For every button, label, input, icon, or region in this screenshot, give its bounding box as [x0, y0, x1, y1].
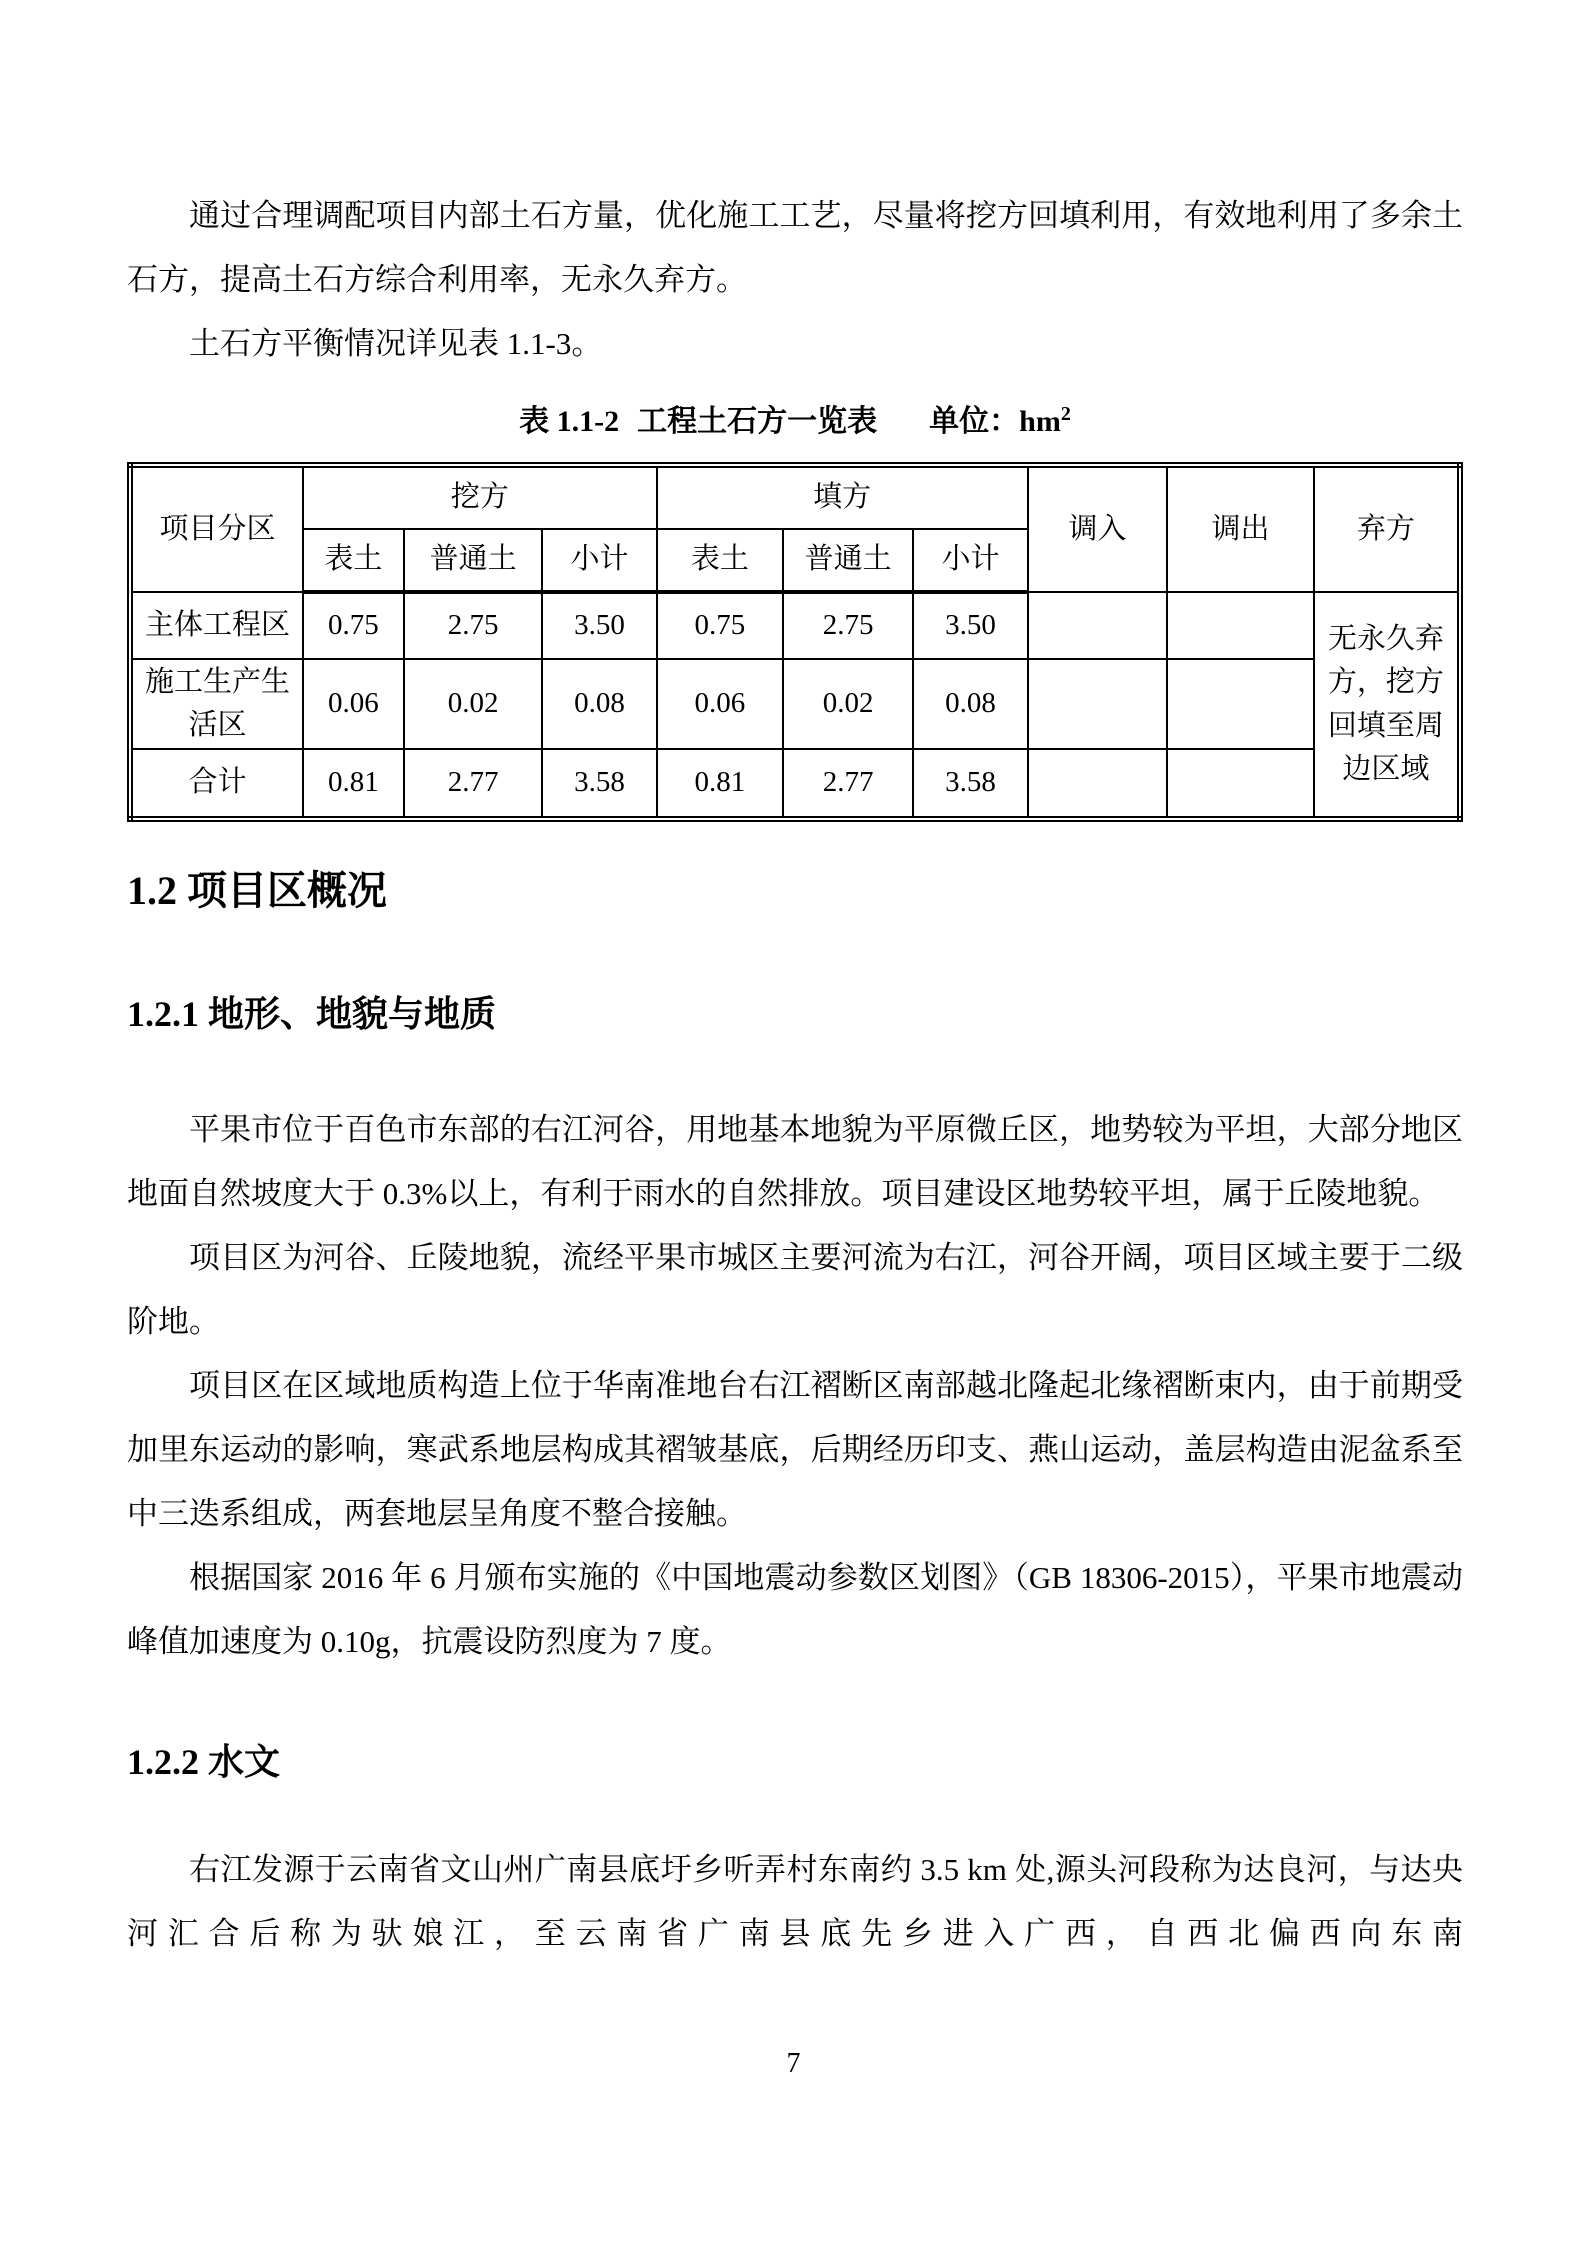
waste-note-cell: 无永久弃方，挖方回填至周边区域 — [1314, 592, 1460, 819]
paragraph-earthwork-summary: 通过合理调配项目内部土石方量，优化施工工艺，尽量将挖方回填利用，有效地利用了多余土石方，提高土石方综合利用率，无永久弃方。 — [127, 198, 1463, 297]
paragraph-hydrology: 右江发源于云南省文山州广南县底圩乡听弄村东南约 3.5 km 处,源头河段称为达良河，与达央河汇合后称为驮娘江，至云南省广南县底先乡进入广西，自西北偏西向东南 — [127, 1852, 1463, 1951]
table-row-construction-area — [130, 659, 1460, 749]
table-row-total — [130, 749, 1460, 819]
heading-section-1-2-2: 1.2.2 水文 — [127, 1742, 281, 1782]
zone-cell: 合计 — [130, 749, 303, 819]
header-zone: 项目分区 — [130, 465, 303, 592]
value-cell: 0.02 — [783, 659, 913, 749]
table-caption — [127, 382, 1463, 454]
value-cell: 0.06 — [303, 659, 404, 749]
table-caption-label: 表 1.1-2 — [519, 405, 620, 438]
header-fill-subtotal: 小计 — [913, 529, 1027, 592]
empty-transfer-in-cell — [1028, 592, 1168, 659]
zone-cell: 主体工程区 — [130, 592, 303, 659]
header-fill-topsoil: 表土 — [657, 529, 783, 592]
heading-section-1-2-1: 1.2.1 地形、地貌与地质 — [127, 994, 497, 1034]
zone-cell: 施工生产生活区 — [130, 659, 303, 749]
paragraph-terrain: 平果市位于百色市东部的右江河谷，用地基本地貌为平原微丘区，地势较为平坦，大部分地区地面自然坡度大于 0.3%以上，有利于雨水的自然排放。项目建设区地势较平坦，属于丘陵地貌。 — [127, 1112, 1463, 1211]
value-cell: 0.02 — [404, 659, 542, 749]
header-exc-common: 普通土 — [404, 529, 542, 592]
value-cell: 3.58 — [913, 749, 1027, 819]
header-waste: 弃方 — [1314, 465, 1460, 592]
header-excavation-group: 挖方 — [303, 465, 657, 529]
header-fill-group: 填方 — [657, 465, 1028, 529]
value-cell: 2.77 — [783, 749, 913, 819]
value-cell: 0.81 — [303, 749, 404, 819]
table-caption-unit-text: 单位：hm — [929, 405, 1061, 438]
value-cell: 2.75 — [404, 592, 542, 659]
page-number: 7 — [786, 2048, 801, 2079]
header-exc-subtotal: 小计 — [542, 529, 656, 592]
value-cell: 3.58 — [542, 749, 656, 819]
empty-transfer-out-cell — [1167, 749, 1313, 819]
empty-transfer-out-cell — [1167, 659, 1313, 749]
heading-section-1-2: 1.2 项目区概况 — [127, 868, 387, 913]
value-cell: 0.81 — [657, 749, 783, 819]
earthwork-balance-table — [127, 462, 1463, 822]
table-caption-title: 工程土石方一览表 — [637, 405, 878, 438]
paragraph-geology: 项目区在区域地质构造上位于华南准地台右江褶断区南部越北隆起北缘褶断束内，由于前期受加里东运动的影响，寒武系地层构成其褶皱基底，后期经历印支、燕山运动，盖层构造由泥盆系至中三迭系组成，两套地层呈角度不整合接触。 — [127, 1368, 1463, 1531]
header-transfer-in: 调入 — [1028, 465, 1168, 592]
value-cell: 0.08 — [542, 659, 656, 749]
table-row-main-works — [130, 592, 1460, 659]
header-transfer-out: 调出 — [1167, 465, 1313, 592]
empty-transfer-in-cell — [1028, 659, 1168, 749]
empty-transfer-in-cell — [1028, 749, 1168, 819]
paragraph-valley: 项目区为河谷、丘陵地貌，流经平果市城区主要河流为右江，河谷开阔，项目区域主要于二级阶地。 — [127, 1240, 1463, 1339]
table-caption-unit-sup: 2 — [1060, 403, 1071, 425]
header-fill-common: 普通土 — [783, 529, 913, 592]
empty-transfer-out-cell — [1167, 592, 1313, 659]
value-cell: 0.08 — [913, 659, 1027, 749]
value-cell: 2.77 — [404, 749, 542, 819]
table-caption-unit — [929, 405, 1071, 438]
value-cell: 0.75 — [657, 592, 783, 659]
table-header-row-groups — [130, 465, 1460, 529]
header-exc-topsoil: 表土 — [303, 529, 404, 592]
value-cell: 0.06 — [657, 659, 783, 749]
value-cell: 0.75 — [303, 592, 404, 659]
value-cell: 2.75 — [783, 592, 913, 659]
value-cell: 3.50 — [913, 592, 1027, 659]
value-cell: 3.50 — [542, 592, 656, 659]
paragraph-balance-reference: 土石方平衡情况详见表 1.1-3。 — [189, 326, 603, 361]
paragraph-seismic: 根据国家 2016 年 6 月颁布实施的《中国地震动参数区划图》（GB 18306-2015），平果市地震动峰值加速度为 0.10g，抗震设防烈度为 7 度。 — [127, 1560, 1463, 1659]
